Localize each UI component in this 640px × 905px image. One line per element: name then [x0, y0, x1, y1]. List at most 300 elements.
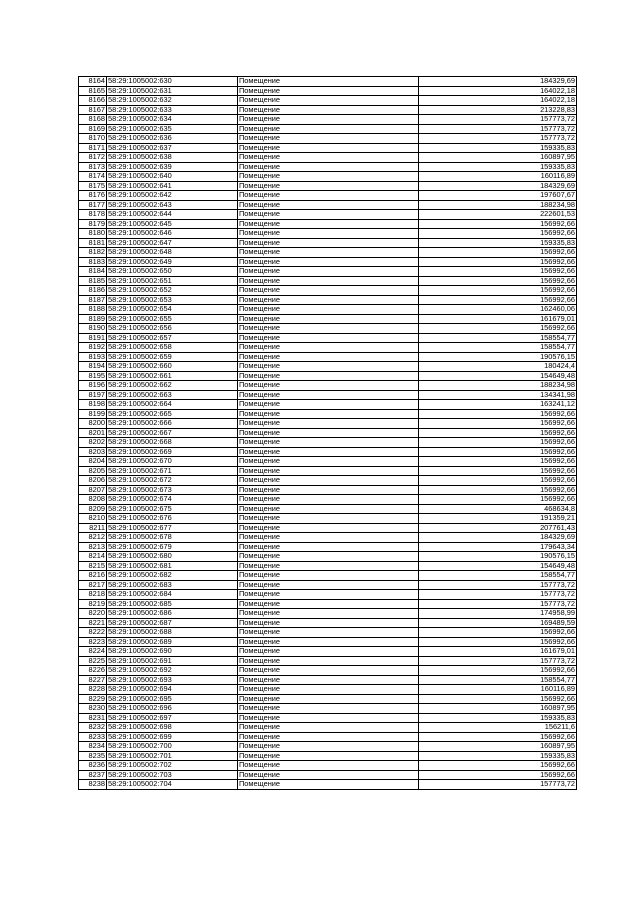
cadastral-value-cell: 164022,18 — [419, 86, 577, 96]
cadastral-value-cell: 156992,66 — [419, 295, 577, 305]
cadastral-number-cell: 58:29:1005002:662 — [107, 381, 238, 391]
object-type-cell: Помещение — [238, 162, 419, 172]
cadastral-value-cell: 156992,66 — [419, 457, 577, 467]
cadastral-number-cell: 58:29:1005002:703 — [107, 770, 238, 780]
object-type-cell: Помещение — [238, 685, 419, 695]
object-type-cell: Помещение — [238, 419, 419, 429]
row-number-cell: 8196 — [79, 381, 107, 391]
cadastral-number-cell: 58:29:1005002:640 — [107, 172, 238, 182]
cadastral-value-cell: 157773,72 — [419, 580, 577, 590]
row-number-cell: 8216 — [79, 571, 107, 581]
object-type-cell: Помещение — [238, 191, 419, 201]
object-type-cell: Помещение — [238, 438, 419, 448]
cadastral-value-cell: 156992,66 — [419, 447, 577, 457]
object-type-cell: Помещение — [238, 713, 419, 723]
cadastral-number-cell: 58:29:1005002:658 — [107, 343, 238, 353]
object-type-cell: Помещение — [238, 476, 419, 486]
object-type-cell: Помещение — [238, 618, 419, 628]
table-row — [79, 162, 577, 172]
row-number-cell: 8190 — [79, 324, 107, 334]
object-type-cell: Помещение — [238, 362, 419, 372]
row-number-cell: 8220 — [79, 609, 107, 619]
table-row — [79, 86, 577, 96]
table-row — [79, 390, 577, 400]
cadastral-number-cell: 58:29:1005002:661 — [107, 371, 238, 381]
cadastral-value-cell: 158554,77 — [419, 675, 577, 685]
table-row — [79, 533, 577, 543]
table-row — [79, 618, 577, 628]
cadastral-number-cell: 58:29:1005002:669 — [107, 447, 238, 457]
object-type-cell: Помещение — [238, 723, 419, 733]
row-number-cell: 8184 — [79, 267, 107, 277]
cadastral-number-cell: 58:29:1005002:693 — [107, 675, 238, 685]
cadastral-number-cell: 58:29:1005002:687 — [107, 618, 238, 628]
table-row — [79, 210, 577, 220]
cadastral-value-cell: 156992,66 — [419, 476, 577, 486]
object-type-cell: Помещение — [238, 143, 419, 153]
cadastral-value-cell: 156992,66 — [419, 466, 577, 476]
object-type-cell: Помещение — [238, 134, 419, 144]
cadastral-value-cell: 156992,66 — [419, 419, 577, 429]
cadastral-value-cell: 156992,66 — [419, 267, 577, 277]
row-number-cell: 8207 — [79, 485, 107, 495]
table-row — [79, 438, 577, 448]
table-row — [79, 172, 577, 182]
object-type-cell: Помещение — [238, 523, 419, 533]
cadastral-value-cell: 156992,66 — [419, 761, 577, 771]
object-type-cell: Помещение — [238, 105, 419, 115]
row-number-cell: 8164 — [79, 77, 107, 87]
row-number-cell: 8191 — [79, 333, 107, 343]
row-number-cell: 8224 — [79, 647, 107, 657]
table-row — [79, 552, 577, 562]
object-type-cell: Помещение — [238, 666, 419, 676]
cadastral-value-cell: 164022,18 — [419, 96, 577, 106]
table-row — [79, 666, 577, 676]
row-number-cell: 8176 — [79, 191, 107, 201]
row-number-cell: 8210 — [79, 514, 107, 524]
cadastral-number-cell: 58:29:1005002:668 — [107, 438, 238, 448]
row-number-cell: 8237 — [79, 770, 107, 780]
table-row — [79, 495, 577, 505]
table-row — [79, 647, 577, 657]
row-number-cell: 8195 — [79, 371, 107, 381]
cadastral-value-cell: 134341,98 — [419, 390, 577, 400]
cadastral-value-cell: 157773,72 — [419, 656, 577, 666]
object-type-cell: Помещение — [238, 447, 419, 457]
table-row — [79, 675, 577, 685]
object-type-cell: Помещение — [238, 457, 419, 467]
object-type-cell: Помещение — [238, 609, 419, 619]
cadastral-value-cell: 157773,72 — [419, 134, 577, 144]
cadastral-value-cell: 159335,83 — [419, 238, 577, 248]
cadastral-value-cell: 157773,72 — [419, 115, 577, 125]
object-type-cell: Помещение — [238, 295, 419, 305]
cadastral-value-cell: 156992,66 — [419, 495, 577, 505]
table-row — [79, 115, 577, 125]
cadastral-value-cell: 158554,77 — [419, 333, 577, 343]
cadastral-value-cell: 188234,98 — [419, 200, 577, 210]
cadastral-number-cell: 58:29:1005002:630 — [107, 77, 238, 87]
table-row — [79, 267, 577, 277]
table-row — [79, 400, 577, 410]
table-row — [79, 656, 577, 666]
cadastral-number-cell: 58:29:1005002:660 — [107, 362, 238, 372]
row-number-cell: 8201 — [79, 428, 107, 438]
object-type-cell: Помещение — [238, 381, 419, 391]
cadastral-value-cell: 190576,15 — [419, 552, 577, 562]
cadastral-value-cell: 191359,21 — [419, 514, 577, 524]
table-row — [79, 504, 577, 514]
row-number-cell: 8238 — [79, 780, 107, 790]
row-number-cell: 8180 — [79, 229, 107, 239]
table-row — [79, 343, 577, 353]
row-number-cell: 8181 — [79, 238, 107, 248]
row-number-cell: 8233 — [79, 732, 107, 742]
table-row — [79, 761, 577, 771]
object-type-cell: Помещение — [238, 115, 419, 125]
cadastral-value-cell: 160116,89 — [419, 685, 577, 695]
row-number-cell: 8168 — [79, 115, 107, 125]
cadastral-number-cell: 58:29:1005002:700 — [107, 742, 238, 752]
object-type-cell: Помещение — [238, 751, 419, 761]
cadastral-number-cell: 58:29:1005002:643 — [107, 200, 238, 210]
cadastral-number-cell: 58:29:1005002:697 — [107, 713, 238, 723]
table-row — [79, 694, 577, 704]
cadastral-value-cell: 156992,66 — [419, 409, 577, 419]
row-number-cell: 8171 — [79, 143, 107, 153]
cadastral-number-cell: 58:29:1005002:689 — [107, 637, 238, 647]
row-number-cell: 8234 — [79, 742, 107, 752]
object-type-cell: Помещение — [238, 580, 419, 590]
object-type-cell: Помещение — [238, 761, 419, 771]
object-type-cell: Помещение — [238, 770, 419, 780]
cadastral-number-cell: 58:29:1005002:667 — [107, 428, 238, 438]
cadastral-number-cell: 58:29:1005002:685 — [107, 599, 238, 609]
table-row — [79, 219, 577, 229]
cadastral-table — [78, 76, 577, 790]
cadastral-value-cell: 156992,66 — [419, 257, 577, 267]
cadastral-value-cell: 159335,83 — [419, 713, 577, 723]
cadastral-number-cell: 58:29:1005002:678 — [107, 533, 238, 543]
cadastral-value-cell: 222601,53 — [419, 210, 577, 220]
cadastral-value-cell: 160897,95 — [419, 704, 577, 714]
table-row — [79, 181, 577, 191]
table-row — [79, 295, 577, 305]
row-number-cell: 8204 — [79, 457, 107, 467]
cadastral-number-cell: 58:29:1005002:683 — [107, 580, 238, 590]
cadastral-number-cell: 58:29:1005002:657 — [107, 333, 238, 343]
row-number-cell: 8173 — [79, 162, 107, 172]
table-row — [79, 286, 577, 296]
object-type-cell: Помещение — [238, 742, 419, 752]
row-number-cell: 8192 — [79, 343, 107, 353]
cadastral-number-cell: 58:29:1005002:659 — [107, 352, 238, 362]
object-type-cell: Помещение — [238, 390, 419, 400]
cadastral-value-cell: 156992,66 — [419, 286, 577, 296]
object-type-cell: Помещение — [238, 324, 419, 334]
object-type-cell: Помещение — [238, 571, 419, 581]
table-row — [79, 561, 577, 571]
cadastral-value-cell: 161679,01 — [419, 647, 577, 657]
object-type-cell: Помещение — [238, 314, 419, 324]
row-number-cell: 8228 — [79, 685, 107, 695]
table-row — [79, 571, 577, 581]
cadastral-value-cell: 159335,83 — [419, 143, 577, 153]
cadastral-number-cell: 58:29:1005002:645 — [107, 219, 238, 229]
cadastral-value-cell: 184329,69 — [419, 181, 577, 191]
table-row — [79, 143, 577, 153]
cadastral-number-cell: 58:29:1005002:686 — [107, 609, 238, 619]
cadastral-value-cell: 156992,66 — [419, 248, 577, 258]
row-number-cell: 8213 — [79, 542, 107, 552]
cadastral-number-cell: 58:29:1005002:632 — [107, 96, 238, 106]
cadastral-number-cell: 58:29:1005002:701 — [107, 751, 238, 761]
row-number-cell: 8199 — [79, 409, 107, 419]
row-number-cell: 8182 — [79, 248, 107, 258]
row-number-cell: 8189 — [79, 314, 107, 324]
table-row — [79, 457, 577, 467]
table-row — [79, 191, 577, 201]
table-row — [79, 599, 577, 609]
cadastral-number-cell: 58:29:1005002:681 — [107, 561, 238, 571]
cadastral-number-cell: 58:29:1005002:677 — [107, 523, 238, 533]
row-number-cell: 8203 — [79, 447, 107, 457]
table-row — [79, 200, 577, 210]
cadastral-number-cell: 58:29:1005002:680 — [107, 552, 238, 562]
cadastral-number-cell: 58:29:1005002:684 — [107, 590, 238, 600]
cadastral-number-cell: 58:29:1005002:652 — [107, 286, 238, 296]
row-number-cell: 8169 — [79, 124, 107, 134]
table-row — [79, 428, 577, 438]
table-row — [79, 248, 577, 258]
object-type-cell: Помещение — [238, 210, 419, 220]
table-row — [79, 105, 577, 115]
cadastral-value-cell: 160116,89 — [419, 172, 577, 182]
cadastral-value-cell: 156992,66 — [419, 229, 577, 239]
cadastral-value-cell: 169489,59 — [419, 618, 577, 628]
table-row — [79, 77, 577, 87]
table-row — [79, 780, 577, 790]
object-type-cell: Помещение — [238, 172, 419, 182]
object-type-cell: Помещение — [238, 647, 419, 657]
object-type-cell: Помещение — [238, 542, 419, 552]
table-row — [79, 485, 577, 495]
row-number-cell: 8229 — [79, 694, 107, 704]
cadastral-number-cell: 58:29:1005002:642 — [107, 191, 238, 201]
cadastral-number-cell: 58:29:1005002:637 — [107, 143, 238, 153]
row-number-cell: 8218 — [79, 590, 107, 600]
table-row — [79, 305, 577, 315]
object-type-cell: Помещение — [238, 153, 419, 163]
cadastral-number-cell: 58:29:1005002:648 — [107, 248, 238, 258]
cadastral-value-cell: 154649,48 — [419, 371, 577, 381]
cadastral-value-cell: 160897,95 — [419, 742, 577, 752]
row-number-cell: 8217 — [79, 580, 107, 590]
cadastral-number-cell: 58:29:1005002:666 — [107, 419, 238, 429]
row-number-cell: 8174 — [79, 172, 107, 182]
row-number-cell: 8193 — [79, 352, 107, 362]
cadastral-value-cell: 157773,72 — [419, 590, 577, 600]
cadastral-number-cell: 58:29:1005002:702 — [107, 761, 238, 771]
row-number-cell: 8188 — [79, 305, 107, 315]
table-row — [79, 371, 577, 381]
cadastral-number-cell: 58:29:1005002:691 — [107, 656, 238, 666]
cadastral-number-cell: 58:29:1005002:690 — [107, 647, 238, 657]
object-type-cell: Помещение — [238, 286, 419, 296]
row-number-cell: 8170 — [79, 134, 107, 144]
cadastral-number-cell: 58:29:1005002:679 — [107, 542, 238, 552]
table-row — [79, 447, 577, 457]
cadastral-number-cell: 58:29:1005002:654 — [107, 305, 238, 315]
cadastral-value-cell: 156992,66 — [419, 324, 577, 334]
cadastral-value-cell: 156992,66 — [419, 628, 577, 638]
cadastral-number-cell: 58:29:1005002:671 — [107, 466, 238, 476]
table-row — [79, 466, 577, 476]
cadastral-number-cell: 58:29:1005002:646 — [107, 229, 238, 239]
row-number-cell: 8172 — [79, 153, 107, 163]
cadastral-number-cell: 58:29:1005002:670 — [107, 457, 238, 467]
row-number-cell: 8221 — [79, 618, 107, 628]
cadastral-number-cell: 58:29:1005002:639 — [107, 162, 238, 172]
table-row — [79, 96, 577, 106]
object-type-cell: Помещение — [238, 267, 419, 277]
cadastral-value-cell: 162460,06 — [419, 305, 577, 315]
row-number-cell: 8236 — [79, 761, 107, 771]
cadastral-value-cell: 156992,66 — [419, 485, 577, 495]
object-type-cell: Помещение — [238, 181, 419, 191]
row-number-cell: 8208 — [79, 495, 107, 505]
cadastral-value-cell: 207761,43 — [419, 523, 577, 533]
table-row — [79, 476, 577, 486]
cadastral-number-cell: 58:29:1005002:651 — [107, 276, 238, 286]
object-type-cell: Помещение — [238, 257, 419, 267]
cadastral-value-cell: 184329,69 — [419, 533, 577, 543]
cadastral-value-cell: 174958,99 — [419, 609, 577, 619]
object-type-cell: Помещение — [238, 675, 419, 685]
cadastral-number-cell: 58:29:1005002:638 — [107, 153, 238, 163]
table-row — [79, 713, 577, 723]
cadastral-value-cell: 154649,48 — [419, 561, 577, 571]
cadastral-number-cell: 58:29:1005002:636 — [107, 134, 238, 144]
table-row — [79, 257, 577, 267]
cadastral-value-cell: 190576,15 — [419, 352, 577, 362]
object-type-cell: Помещение — [238, 77, 419, 87]
cadastral-value-cell: 188234,98 — [419, 381, 577, 391]
table-row — [79, 362, 577, 372]
object-type-cell: Помещение — [238, 238, 419, 248]
object-type-cell: Помещение — [238, 371, 419, 381]
cadastral-number-cell: 58:29:1005002:695 — [107, 694, 238, 704]
row-number-cell: 8222 — [79, 628, 107, 638]
object-type-cell: Помещение — [238, 599, 419, 609]
row-number-cell: 8223 — [79, 637, 107, 647]
cadastral-number-cell: 58:29:1005002:694 — [107, 685, 238, 695]
object-type-cell: Помещение — [238, 561, 419, 571]
cadastral-number-cell: 58:29:1005002:692 — [107, 666, 238, 676]
cadastral-number-cell: 58:29:1005002:664 — [107, 400, 238, 410]
table-row — [79, 542, 577, 552]
object-type-cell: Помещение — [238, 637, 419, 647]
row-number-cell: 8227 — [79, 675, 107, 685]
object-type-cell: Помещение — [238, 400, 419, 410]
table-row — [79, 751, 577, 761]
row-number-cell: 8186 — [79, 286, 107, 296]
row-number-cell: 8165 — [79, 86, 107, 96]
row-number-cell: 8209 — [79, 504, 107, 514]
table-row — [79, 381, 577, 391]
cadastral-number-cell: 58:29:1005002:656 — [107, 324, 238, 334]
cadastral-value-cell: 156992,66 — [419, 694, 577, 704]
table-row — [79, 333, 577, 343]
row-number-cell: 8178 — [79, 210, 107, 220]
row-number-cell: 8197 — [79, 390, 107, 400]
object-type-cell: Помещение — [238, 229, 419, 239]
cadastral-number-cell: 58:29:1005002:673 — [107, 485, 238, 495]
object-type-cell: Помещение — [238, 248, 419, 258]
table-row — [79, 628, 577, 638]
object-type-cell: Помещение — [238, 428, 419, 438]
object-type-cell: Помещение — [238, 86, 419, 96]
cadastral-number-cell: 58:29:1005002:699 — [107, 732, 238, 742]
cadastral-value-cell: 157773,72 — [419, 780, 577, 790]
row-number-cell: 8214 — [79, 552, 107, 562]
object-type-cell: Помещение — [238, 504, 419, 514]
table-row — [79, 324, 577, 334]
cadastral-number-cell: 58:29:1005002:635 — [107, 124, 238, 134]
cadastral-value-cell: 179643,34 — [419, 542, 577, 552]
cadastral-value-cell: 159335,83 — [419, 162, 577, 172]
row-number-cell: 8202 — [79, 438, 107, 448]
cadastral-number-cell: 58:29:1005002:653 — [107, 295, 238, 305]
object-type-cell: Помещение — [238, 590, 419, 600]
cadastral-number-cell: 58:29:1005002:634 — [107, 115, 238, 125]
object-type-cell: Помещение — [238, 333, 419, 343]
cadastral-number-cell: 58:29:1005002:688 — [107, 628, 238, 638]
object-type-cell: Помещение — [238, 533, 419, 543]
cadastral-number-cell: 58:29:1005002:663 — [107, 390, 238, 400]
object-type-cell: Помещение — [238, 409, 419, 419]
table-row — [79, 134, 577, 144]
cadastral-number-cell: 58:29:1005002:644 — [107, 210, 238, 220]
cadastral-value-cell: 163241,12 — [419, 400, 577, 410]
table-row — [79, 276, 577, 286]
row-number-cell: 8166 — [79, 96, 107, 106]
table-row — [79, 609, 577, 619]
cadastral-value-cell: 160897,95 — [419, 153, 577, 163]
row-number-cell: 8230 — [79, 704, 107, 714]
cadastral-value-cell: 156992,66 — [419, 276, 577, 286]
object-type-cell: Помещение — [238, 219, 419, 229]
table-row — [79, 238, 577, 248]
cadastral-number-cell: 58:29:1005002:641 — [107, 181, 238, 191]
table-row — [79, 314, 577, 324]
cadastral-number-cell: 58:29:1005002:631 — [107, 86, 238, 96]
cadastral-number-cell: 58:29:1005002:665 — [107, 409, 238, 419]
object-type-cell: Помещение — [238, 305, 419, 315]
object-type-cell: Помещение — [238, 352, 419, 362]
cadastral-number-cell: 58:29:1005002:674 — [107, 495, 238, 505]
cadastral-value-cell: 156992,66 — [419, 438, 577, 448]
row-number-cell: 8179 — [79, 219, 107, 229]
cadastral-value-cell: 180424,4 — [419, 362, 577, 372]
row-number-cell: 8205 — [79, 466, 107, 476]
table-row — [79, 419, 577, 429]
row-number-cell: 8185 — [79, 276, 107, 286]
table-row — [79, 409, 577, 419]
row-number-cell: 8232 — [79, 723, 107, 733]
cadastral-number-cell: 58:29:1005002:696 — [107, 704, 238, 714]
